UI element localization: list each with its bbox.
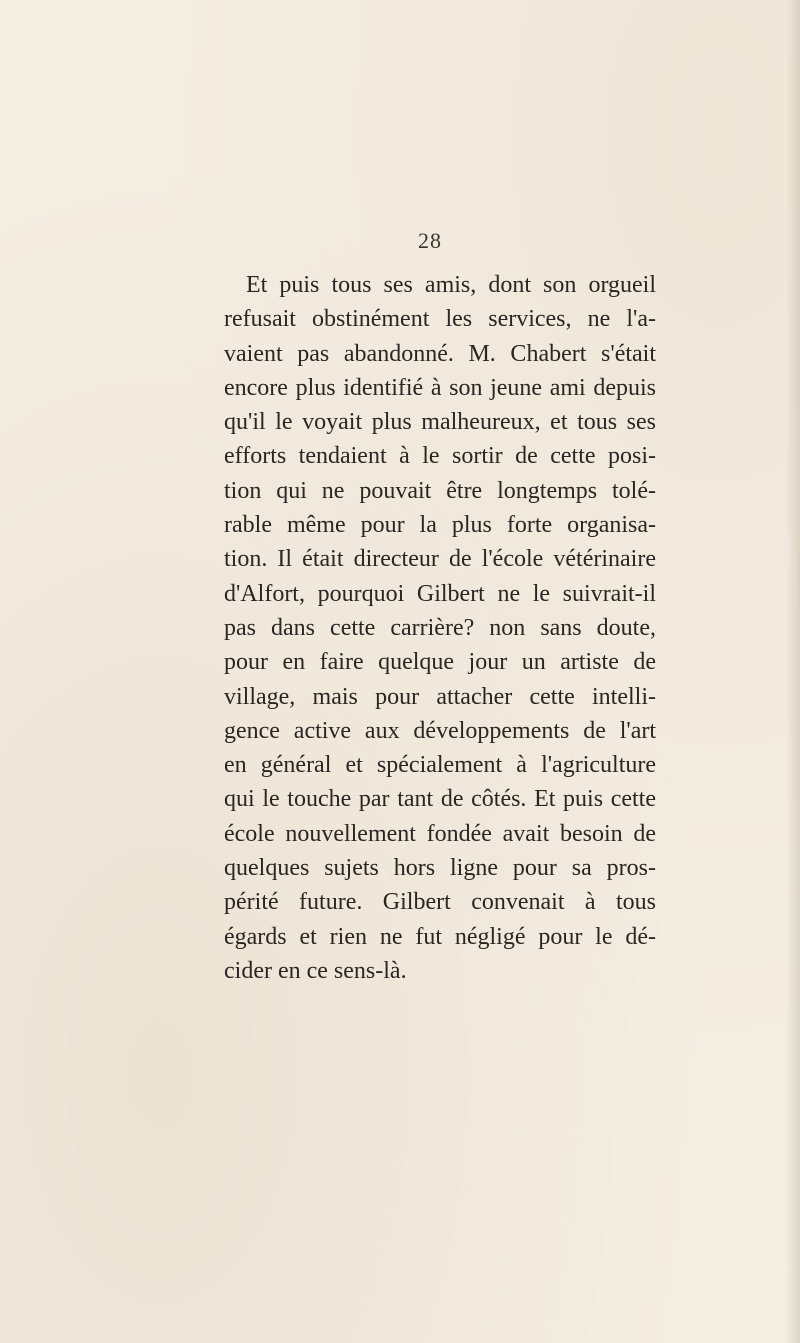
text-line: égards et rien ne fut négligé pour le dé- <box>224 923 656 950</box>
page-number: 28 <box>418 228 442 253</box>
text-line: école nouvellement fondée avait besoin de <box>224 820 656 847</box>
text-line: quelques sujets hors ligne pour sa pros- <box>224 855 656 882</box>
text-line: tion. Il était directeur de l'école vétérinaire <box>224 546 656 573</box>
text-line: pour en faire quelque jour un artiste de <box>224 649 656 676</box>
body-paragraph <box>224 268 656 988</box>
text-line: village, mais pour attacher cette intelli- <box>224 683 656 710</box>
text-line: refusait obstinément les services, ne l'a- <box>224 306 656 333</box>
text-line: pas dans cette carrière? non sans doute, <box>224 614 656 641</box>
text-line: cider en ce sens-là. <box>224 957 407 984</box>
text-line: qui le touche par tant de côtés. Et puis cette <box>224 786 656 813</box>
text-line: vaient pas abandonné. M. Chabert s'était <box>224 340 656 367</box>
text-line: qu'il le voyait plus malheureux, et tous ses <box>224 409 656 436</box>
text-line: encore plus identifié à son jeune ami depuis <box>224 374 656 401</box>
text-line: rable même pour la plus forte organisa- <box>224 512 656 539</box>
text-line: gence active aux développements de l'art <box>224 717 656 744</box>
text-line: Et puis tous ses amis, dont son orgueil <box>246 272 656 298</box>
text-line: périté future. Gilbert convenait à tous <box>224 889 656 916</box>
text-line: efforts tendaient à le sortir de cette posi- <box>224 443 656 470</box>
page-edge-shadow <box>786 0 800 1343</box>
text-line: tion qui ne pouvait être longtemps tolé- <box>224 477 656 504</box>
text-line: en général et spécialement à l'agriculture <box>224 752 656 779</box>
text-line: d'Alfort, pourquoi Gilbert ne le suivrait-il <box>224 580 656 607</box>
